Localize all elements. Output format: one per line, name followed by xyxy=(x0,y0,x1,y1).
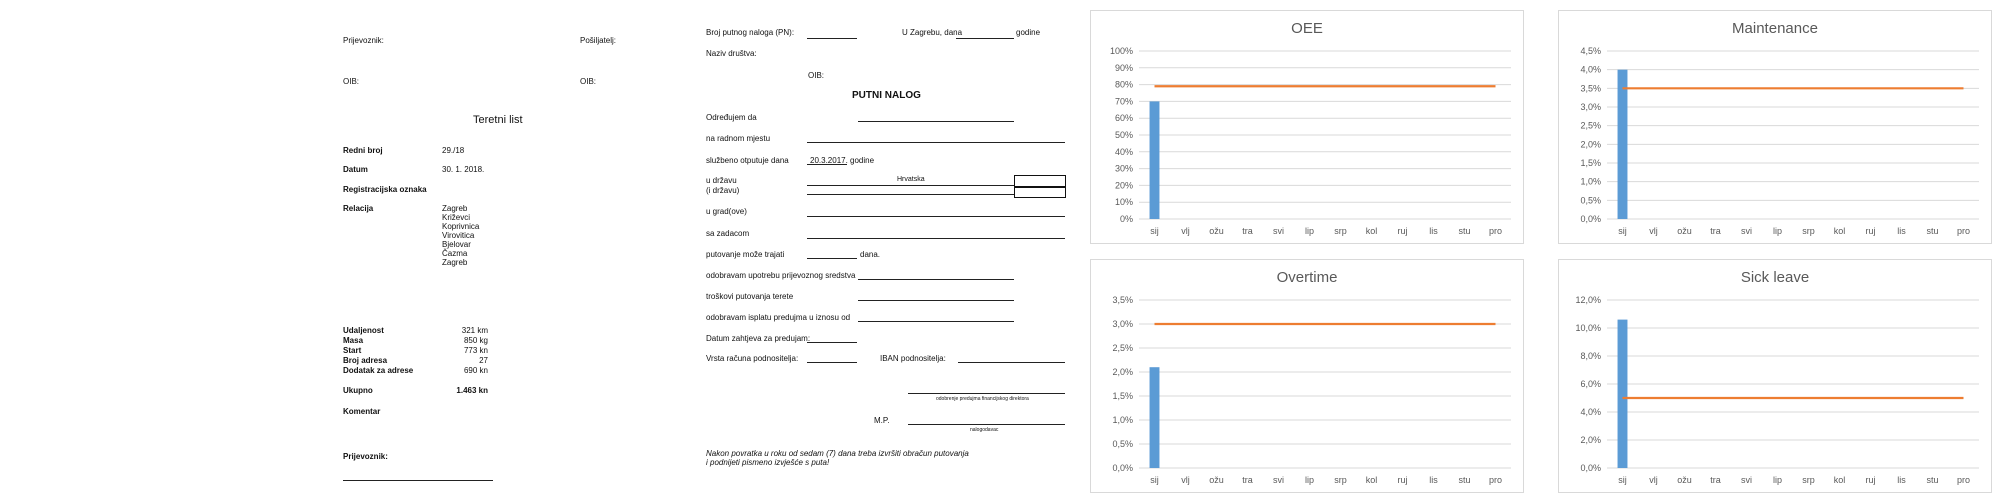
departure-date: 20.3.2017. xyxy=(810,156,848,165)
country-checkbox-bottom[interactable] xyxy=(1014,187,1066,198)
approval-caption: odobrenje predujma financijskog direktora xyxy=(936,396,1029,402)
pn-label: Broj putnog naloga (PN): xyxy=(706,28,795,37)
mp-label: M.P. xyxy=(874,416,890,425)
stat-label-addresses: Broj adresa xyxy=(343,356,388,365)
route-stop: Koprivnica xyxy=(442,222,480,231)
row-label-registration: Registracijska oznaka xyxy=(343,185,427,194)
determine-label: Određujem da xyxy=(706,113,757,122)
chart-oee xyxy=(1090,10,1524,244)
y-tick-label: 3,5% xyxy=(1580,83,1601,94)
y-tick-label: 0,0% xyxy=(1112,463,1133,473)
x-tick-label: sij xyxy=(1150,226,1159,236)
row-label-date: Datum xyxy=(343,165,368,174)
route-stop: Zagreb xyxy=(442,258,468,267)
chart-title: Overtime xyxy=(1276,269,1338,286)
x-tick-label: tra xyxy=(1242,226,1253,236)
country-sub-label: (i državu) xyxy=(706,186,740,195)
carrier-label: Prijevoznik: xyxy=(343,36,384,45)
y-tick-label: 1,5% xyxy=(1112,391,1133,401)
city-date-label: U Zagrebu, dana xyxy=(902,28,963,37)
task-label: sa zadacom xyxy=(706,229,750,238)
row-label-serial: Redni broj xyxy=(343,146,383,155)
x-tick-label: sij xyxy=(1618,475,1627,485)
duration-unit: dana. xyxy=(860,250,881,259)
country-value: Hrvatska xyxy=(897,176,925,183)
oib-label-left: OIB: xyxy=(343,77,360,86)
row-value-date: 30. 1. 2018. xyxy=(442,165,485,174)
x-tick-label: stu xyxy=(1458,226,1471,236)
chart-maintenance-svg xyxy=(1559,11,1991,243)
y-tick-label: 0,5% xyxy=(1112,439,1133,449)
country-label: u državu xyxy=(706,176,737,185)
y-tick-label: 10% xyxy=(1114,197,1133,208)
pn-line xyxy=(807,38,857,39)
stat-value-distance: 321 km xyxy=(461,326,488,335)
x-tick-label: pro xyxy=(1956,475,1971,485)
oib-label-right: OIB: xyxy=(580,77,597,86)
chart-maintenance xyxy=(1558,10,1992,244)
x-tick-label: svi xyxy=(1741,226,1752,236)
chart-title: OEE xyxy=(1291,20,1323,37)
chart-overtime xyxy=(1090,259,1524,493)
task-line xyxy=(807,238,1065,239)
y-tick-label: 2,0% xyxy=(1580,139,1601,150)
x-tick-label: tra xyxy=(1710,226,1721,236)
footer-carrier-label: Prijevoznik: xyxy=(343,452,388,461)
determine-line xyxy=(858,121,1014,122)
x-tick-label: svi xyxy=(1273,475,1284,485)
route-stop: Čazma xyxy=(442,249,468,258)
route-stop: Zagreb xyxy=(442,204,468,213)
x-tick-label: ruj xyxy=(1397,475,1408,485)
x-tick-label: lis xyxy=(1897,475,1906,485)
y-tick-label: 2,0% xyxy=(1112,367,1133,377)
waybill-sheet xyxy=(330,0,670,500)
x-tick-label: srp xyxy=(1802,475,1815,485)
country-checkbox-top[interactable] xyxy=(1014,175,1066,187)
footer-note-line1: Nakon povratka u roku od sedam (7) dana treba izvršiti obračun putovanja xyxy=(706,449,969,458)
chart-oee-svg xyxy=(1091,11,1523,243)
y-tick-label: 12,0% xyxy=(1575,295,1601,305)
carrier-signature-line xyxy=(343,480,493,481)
sender-label: Pošiljatelj: xyxy=(580,36,617,45)
account-type-label: Vrsta računa podnositelja: xyxy=(706,354,799,363)
x-tick-label: pro xyxy=(1956,226,1971,236)
issuer-caption: nalogodavac xyxy=(970,427,999,433)
stat-value-mass: 850 kg xyxy=(463,336,488,345)
y-tick-label: 4,5% xyxy=(1580,46,1601,56)
y-tick-label: 0% xyxy=(1119,214,1133,224)
x-tick-label: ruj xyxy=(1865,226,1876,236)
x-tick-label: lis xyxy=(1429,475,1438,485)
x-tick-label: kol xyxy=(1365,475,1378,485)
y-tick-label: 1,5% xyxy=(1580,158,1601,168)
route-stop: Bjelovar xyxy=(442,240,471,249)
departure-year: godine xyxy=(850,156,875,165)
advance-date-label: Datum zahtjeva za predujam: xyxy=(706,334,811,343)
x-tick-label: ožu xyxy=(1677,475,1692,485)
x-tick-label: vlj xyxy=(1649,475,1658,485)
x-tick-label: pro xyxy=(1488,475,1503,485)
advance-label: odobravam isplatu predujma u iznosu od xyxy=(706,313,851,322)
x-tick-label: sij xyxy=(1618,226,1627,236)
x-tick-label: lis xyxy=(1897,226,1906,236)
y-tick-label: 2,5% xyxy=(1112,343,1133,353)
row-value-serial: 29./18 xyxy=(442,146,465,155)
company-label: Naziv društva: xyxy=(706,49,757,58)
year-label: godine xyxy=(1016,28,1041,37)
chart-title: Maintenance xyxy=(1732,20,1818,37)
x-tick-label: svi xyxy=(1741,475,1752,485)
costs-line xyxy=(858,300,1014,301)
bar xyxy=(1150,101,1160,219)
route-stop: Križevci xyxy=(442,213,471,222)
x-tick-label: srp xyxy=(1334,475,1347,485)
y-tick-label: 2,5% xyxy=(1580,120,1601,131)
x-tick-label: tra xyxy=(1710,475,1721,485)
stat-label-distance: Udaljenost xyxy=(343,326,384,335)
departure-line xyxy=(807,164,847,165)
account-type-line xyxy=(807,362,857,363)
x-tick-label: svi xyxy=(1273,226,1284,236)
chart-title: Sick leave xyxy=(1740,269,1810,286)
country-sub-line xyxy=(807,194,1014,195)
stat-value-start: 773 kn xyxy=(463,346,488,355)
x-tick-label: srp xyxy=(1802,226,1815,236)
y-tick-label: 4,0% xyxy=(1580,64,1601,75)
y-tick-label: 3,5% xyxy=(1112,295,1133,305)
y-tick-label: 1,0% xyxy=(1580,176,1601,187)
travel-order-title: PUTNI NALOG xyxy=(852,90,921,101)
x-tick-label: lip xyxy=(1772,226,1783,236)
vehicle-label: odobravam upotrebu prijevoznog sredstva xyxy=(706,271,856,280)
vehicle-line xyxy=(858,279,1014,280)
y-tick-label: 4,0% xyxy=(1580,407,1601,417)
stat-value-address-extra: 690 kn xyxy=(463,366,488,375)
city-field-line xyxy=(807,216,1065,217)
y-tick-label: 40% xyxy=(1114,146,1133,157)
bar xyxy=(1150,367,1160,468)
y-tick-label: 1,0% xyxy=(1112,415,1133,425)
x-tick-label: vlj xyxy=(1649,226,1658,236)
y-tick-label: 0,5% xyxy=(1580,195,1601,206)
x-tick-label: kol xyxy=(1365,226,1378,236)
workplace-line xyxy=(807,142,1065,143)
y-tick-label: 60% xyxy=(1114,113,1133,124)
city-field-label: u grad(ove) xyxy=(706,207,747,216)
footer-note-line2: i podnijeti pismeno izvješće s puta! xyxy=(706,458,830,467)
chart-sick-leave-svg xyxy=(1559,260,1991,492)
y-tick-label: 8,0% xyxy=(1580,351,1601,361)
x-tick-label: srp xyxy=(1334,226,1347,236)
row-label-route: Relacija xyxy=(343,204,374,213)
y-tick-label: 100% xyxy=(1109,46,1133,56)
y-tick-label: 30% xyxy=(1114,163,1133,174)
x-tick-label: vlj xyxy=(1181,226,1190,236)
stat-value-addresses: 27 xyxy=(479,356,488,365)
advance-line xyxy=(858,321,1014,322)
y-tick-label: 3,0% xyxy=(1112,319,1133,329)
x-tick-label: sij xyxy=(1150,475,1159,485)
x-tick-label: ruj xyxy=(1397,226,1408,236)
total-label: Ukupno xyxy=(343,386,373,395)
x-tick-label: lip xyxy=(1304,226,1315,236)
duration-line xyxy=(807,258,857,259)
y-tick-label: 50% xyxy=(1114,130,1133,140)
y-tick-label: 20% xyxy=(1114,180,1133,191)
comment-label: Komentar xyxy=(343,407,381,416)
advance-date-line xyxy=(807,342,857,343)
x-tick-label: pro xyxy=(1488,226,1503,236)
y-tick-label: 0,0% xyxy=(1580,463,1601,473)
x-tick-label: tra xyxy=(1242,475,1253,485)
oib-label: OIB: xyxy=(808,71,825,80)
y-tick-label: 10,0% xyxy=(1575,323,1601,333)
approval-line xyxy=(908,393,1065,394)
workplace-label: na radnom mjestu xyxy=(706,134,771,143)
y-tick-label: 2,0% xyxy=(1580,435,1601,445)
x-tick-label: ožu xyxy=(1209,226,1224,236)
x-tick-label: lis xyxy=(1429,226,1438,236)
country-line xyxy=(807,185,1014,186)
stat-label-mass: Masa xyxy=(343,336,364,345)
city-date-line xyxy=(956,38,1014,39)
x-tick-label: stu xyxy=(1926,475,1939,485)
iban-line xyxy=(958,362,1065,363)
issuer-line xyxy=(908,424,1065,425)
stat-label-start: Start xyxy=(343,346,362,355)
y-tick-label: 90% xyxy=(1114,62,1133,73)
x-tick-label: lip xyxy=(1304,475,1315,485)
departure-label: službeno otputuje dana xyxy=(706,156,789,165)
y-tick-label: 70% xyxy=(1114,96,1133,107)
bar xyxy=(1618,320,1628,468)
costs-label: troškovi putovanja terete xyxy=(706,292,794,301)
total-value: 1.463 kn xyxy=(456,386,488,395)
x-tick-label: stu xyxy=(1926,226,1939,236)
x-tick-label: stu xyxy=(1458,475,1471,485)
bar xyxy=(1618,70,1628,219)
travel-order-sheet xyxy=(700,0,1080,500)
stat-label-address-extra: Dodatak za adrese xyxy=(343,366,414,375)
x-tick-label: ožu xyxy=(1209,475,1224,485)
duration-label: putovanje može trajati xyxy=(706,250,785,259)
iban-label: IBAN podnositelja: xyxy=(880,354,946,363)
x-tick-label: ruj xyxy=(1865,475,1876,485)
y-tick-label: 80% xyxy=(1114,79,1133,90)
x-tick-label: lip xyxy=(1772,475,1783,485)
route-stop: Virovitica xyxy=(442,231,475,240)
waybill-title: Teretni list xyxy=(473,114,523,126)
x-tick-label: vlj xyxy=(1181,475,1190,485)
chart-sick-leave xyxy=(1558,259,1992,493)
x-tick-label: kol xyxy=(1833,475,1846,485)
y-tick-label: 3,0% xyxy=(1580,102,1601,112)
x-tick-label: ožu xyxy=(1677,226,1692,236)
y-tick-label: 0,0% xyxy=(1580,214,1601,224)
y-tick-label: 6,0% xyxy=(1580,379,1601,389)
x-tick-label: kol xyxy=(1833,226,1846,236)
chart-overtime-svg xyxy=(1091,260,1523,492)
